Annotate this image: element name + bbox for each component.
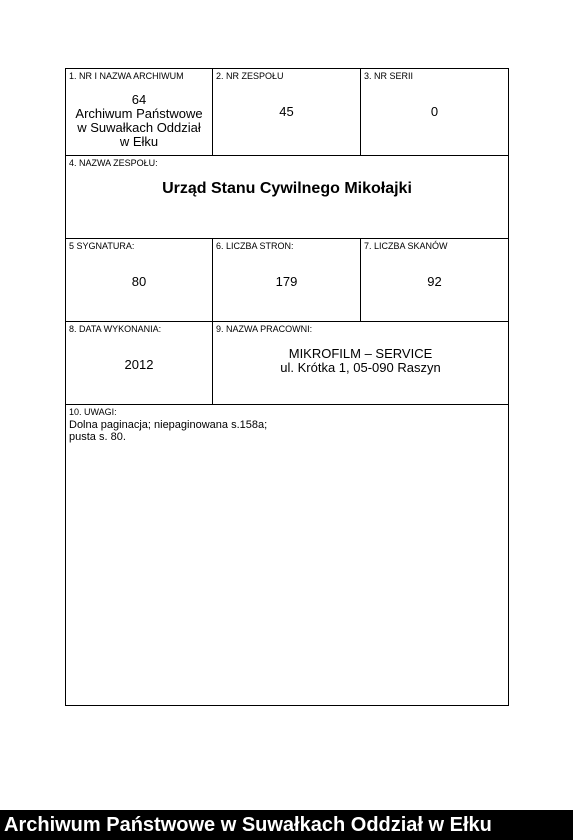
row-notes (66, 405, 508, 705)
row-counts (66, 239, 508, 322)
notes-line1: Dolna paginacja; niepaginowana s.158a; (69, 419, 268, 431)
fonds-number-label: 2. NR ZESPOŁU (216, 71, 284, 81)
row-fonds-name (66, 156, 508, 239)
page-count-value: 179 (275, 274, 298, 289)
cell-archive (66, 69, 213, 155)
scan-count-value: 92 (427, 274, 442, 289)
footer-banner (0, 810, 573, 840)
cell-workshop (213, 322, 508, 404)
cell-page-count (213, 239, 361, 321)
cell-fonds-number (213, 69, 361, 155)
cell-series-number (361, 69, 508, 155)
row-date-workshop (66, 322, 508, 405)
series-number-value: 0 (430, 104, 439, 119)
signature-label: 5 SYGNATURA: (69, 241, 135, 251)
archive-card (65, 68, 509, 706)
workshop-label: 9. NAZWA PRACOWNI: (216, 324, 313, 334)
notes-value (69, 419, 267, 443)
archive-name-line3: w Ełku (119, 134, 159, 149)
cell-scan-count (361, 239, 508, 321)
cell-notes (66, 405, 508, 705)
workshop-address: ul. Krótka 1, 05-090 Raszyn (280, 360, 441, 375)
scan-count-label: 7. LICZBA SKANÓW (364, 241, 448, 251)
workshop-value (213, 347, 508, 375)
archive-number: 64 (131, 92, 147, 107)
date-label: 8. DATA WYKONANIA: (69, 324, 162, 334)
archive-value (66, 93, 212, 149)
fonds-name-value: Urząd Stanu Cywilnego Mikołajki (162, 180, 412, 197)
page-count-label: 6. LICZBA STRON: (216, 241, 294, 251)
cell-fonds-name (66, 156, 508, 238)
fonds-name-label: 4. NAZWA ZESPOŁU: (69, 158, 158, 168)
archive-label: 1. NR I NAZWA ARCHIWUM (69, 71, 184, 81)
date-value: 2012 (124, 357, 154, 372)
cell-signature (66, 239, 213, 321)
archive-name-line2: w Suwałkach Oddział (77, 120, 201, 135)
signature-value: 80 (131, 274, 147, 289)
workshop-name: MIKROFILM – SERVICE (288, 346, 433, 361)
notes-line2: pusta s. 80. (69, 431, 126, 443)
archive-name-line1: Archiwum Państwowe (75, 106, 203, 121)
fonds-number-value: 45 (279, 104, 294, 119)
series-number-label: 3. NR SERII (364, 71, 414, 81)
row-archive-info (66, 69, 508, 156)
cell-date (66, 322, 213, 404)
notes-label: 10. UWAGI: (69, 407, 117, 417)
footer-text: Archiwum Państwowe w Suwałkach Oddział w Ełku (4, 814, 492, 836)
